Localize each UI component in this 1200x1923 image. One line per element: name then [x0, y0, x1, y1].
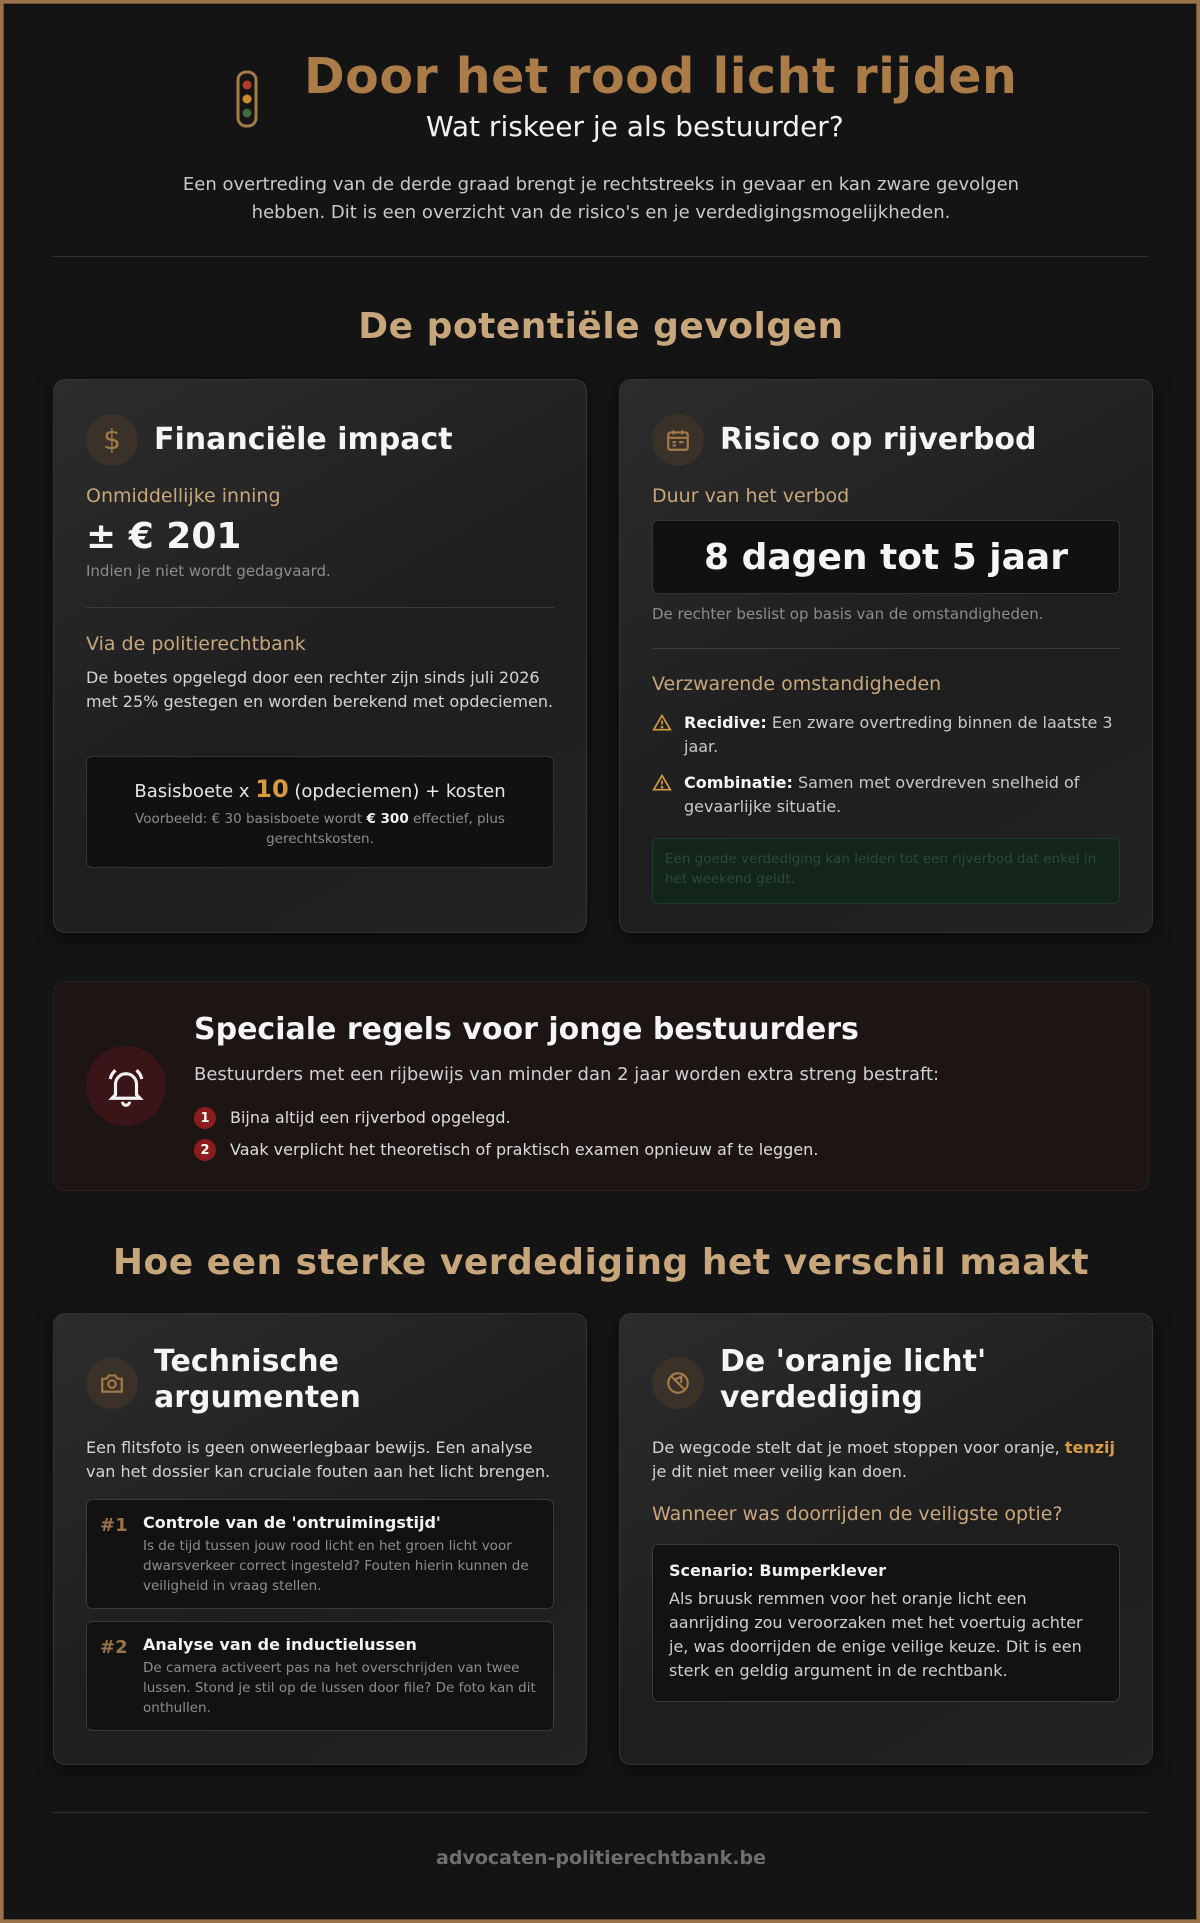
- argument-number: #1: [100, 1515, 128, 1536]
- orange-intro: [652, 1436, 1120, 1484]
- card-title-line: Technische: [154, 1344, 339, 1379]
- page-subtitle: Wat riskeer je als bestuurder?: [426, 110, 844, 143]
- scenario-box: [652, 1544, 1120, 1702]
- argument-title: Controle van de 'ontruimingstijd': [143, 1513, 441, 1532]
- intro-text: De wegcode stelt dat je moet stoppen voor oranje,: [652, 1438, 1065, 1457]
- divider: [53, 1812, 1149, 1813]
- argument-text: De camera activeert pas na het overschrijden van twee lussen. Stond je stil op de lussen door file? De foto kan dit onthullen.: [143, 1660, 536, 1716]
- court-text: De boetes opgelegd door een rechter zijn sinds juli 2026 met 25% gestegen en worden berekend met opdeciemen.: [86, 668, 554, 711]
- list-number: 1: [194, 1107, 216, 1129]
- example-text: Voorbeeld: € 30 basisboete wordt: [135, 811, 367, 827]
- young-drivers-panel: [53, 981, 1149, 1191]
- formula-example: [117, 809, 523, 849]
- page-header: [53, 48, 1149, 158]
- card-title: Risico op rijverbod: [720, 422, 1037, 457]
- intro-emphasis: tenzij: [1064, 1438, 1115, 1457]
- warning-icon: [652, 713, 672, 733]
- intro-text: je dit niet meer veilig kan doen.: [652, 1462, 907, 1481]
- immediate-label: Onmiddellijke inning: [86, 485, 281, 507]
- scenario-text: Als bruusk remmen voor het oranje licht een aanrijding zou veroorzaken met het voertuig achter je, was doorrijden de enige veilige keuze. Dit is een sterk en geldig argument in de rechtbank.: [669, 1589, 1083, 1680]
- divider: [53, 256, 1149, 257]
- technical-intro: Een flitsfoto is geen onweerlegbaar bewijs. Een analyse van het dossier kan cruciale fouten aan het licht brengen.: [86, 1438, 551, 1481]
- footer-site: advocaten-politierechtbank.be: [436, 1847, 766, 1869]
- traffic-sign-icon: [652, 1357, 704, 1409]
- aggravating-label: Verzwarende omstandigheden: [652, 673, 942, 695]
- technical-arguments-card: [53, 1313, 587, 1765]
- aggravating-text: Samen met overdreven snelheid of gevaarlijke situatie.: [684, 773, 1080, 816]
- immediate-note: Indien je niet wordt gedagvaard.: [86, 562, 331, 580]
- driving-ban-card: [619, 379, 1153, 933]
- section-title-consequences: De potentiële gevolgen: [358, 306, 844, 347]
- argument-number: #2: [100, 1637, 128, 1658]
- formula-multiplier: 10: [255, 775, 289, 803]
- card-title: [154, 1344, 361, 1416]
- warning-icon: [652, 773, 672, 793]
- formula-text: (opdeciemen) + kosten: [288, 781, 506, 802]
- court-label: Via de politierechtbank: [86, 633, 306, 655]
- card-title-line: verdediging: [720, 1380, 923, 1415]
- list-item: Vaak verplicht het theoretisch of praktisch examen opnieuw af te leggen.: [230, 1140, 819, 1159]
- formula-box: [86, 756, 554, 868]
- divider: [86, 607, 554, 608]
- scenario-title: Scenario: Bumperklever: [669, 1561, 886, 1580]
- immediate-amount: ± € 201: [86, 516, 242, 557]
- formula: [87, 775, 553, 803]
- camera-icon: [86, 1357, 138, 1409]
- card-title-line: argumenten: [154, 1380, 361, 1415]
- traffic-light-icon: [236, 70, 258, 128]
- list-item: Bijna altijd een rijverbod opgelegd.: [230, 1108, 511, 1127]
- page-title: Door het rood licht rijden: [304, 48, 1018, 105]
- young-drivers-intro: Bestuurders met een rijbewijs van minder dan 2 jaar worden extra streng bestraft:: [194, 1064, 940, 1085]
- orange-question: Wanneer was doorrijden de veiligste optie?: [652, 1503, 1063, 1525]
- duration-note: De rechter beslist op basis van de omstandigheden.: [652, 605, 1044, 623]
- argument-box: [86, 1621, 554, 1731]
- aggravating-text: Een zware overtreding binnen de laatste 3 jaar.: [684, 713, 1113, 756]
- orange-light-card: [619, 1313, 1153, 1765]
- card-title: [720, 1344, 986, 1416]
- argument-title: Analyse van de inductielussen: [143, 1635, 417, 1654]
- example-amount: € 300: [366, 811, 409, 827]
- aggravating-term: Combinatie:: [684, 773, 793, 792]
- example-text: effectief, plus gerechtskosten.: [266, 811, 505, 847]
- card-title: Financiële impact: [154, 422, 453, 457]
- duration-label: Duur van het verbod: [652, 485, 850, 507]
- duration-value: 8 dagen tot 5 jaar: [652, 520, 1120, 594]
- argument-text: Is de tijd tussen jouw rood licht en het groen licht voor dwarsverkeer correct ingesteld? Fouten hierin kunnen de veiligheid in vraag stellen.: [143, 1538, 529, 1594]
- calendar-icon: [652, 414, 704, 466]
- tip-box: Een goede verdediging kan leiden tot een rijverbod dat enkel in het weekend geldt.: [652, 838, 1120, 904]
- intro-text: Een overtreding van de derde graad brengt je rechtstreeks in gevaar en kan zware gevolgen hebben. Dit is een overzicht van de risico's en je verdedigingsmogelijkheden.: [182, 174, 1020, 223]
- dollar-icon: $: [86, 414, 138, 466]
- bell-icon: [86, 1046, 166, 1126]
- financial-impact-card: [53, 379, 587, 933]
- young-drivers-title: Speciale regels voor jonge bestuurders: [194, 1012, 859, 1047]
- page-frame: [3, 3, 1197, 1920]
- argument-box: [86, 1499, 554, 1609]
- list-number: 2: [194, 1139, 216, 1161]
- card-title-line: De 'oranje licht': [720, 1344, 987, 1379]
- section-title-defense: Hoe een sterke verdediging het verschil maakt: [112, 1242, 1090, 1283]
- divider: [652, 648, 1120, 649]
- aggravating-term: Recidive:: [684, 713, 767, 732]
- formula-text: Basisboete x: [134, 781, 256, 802]
